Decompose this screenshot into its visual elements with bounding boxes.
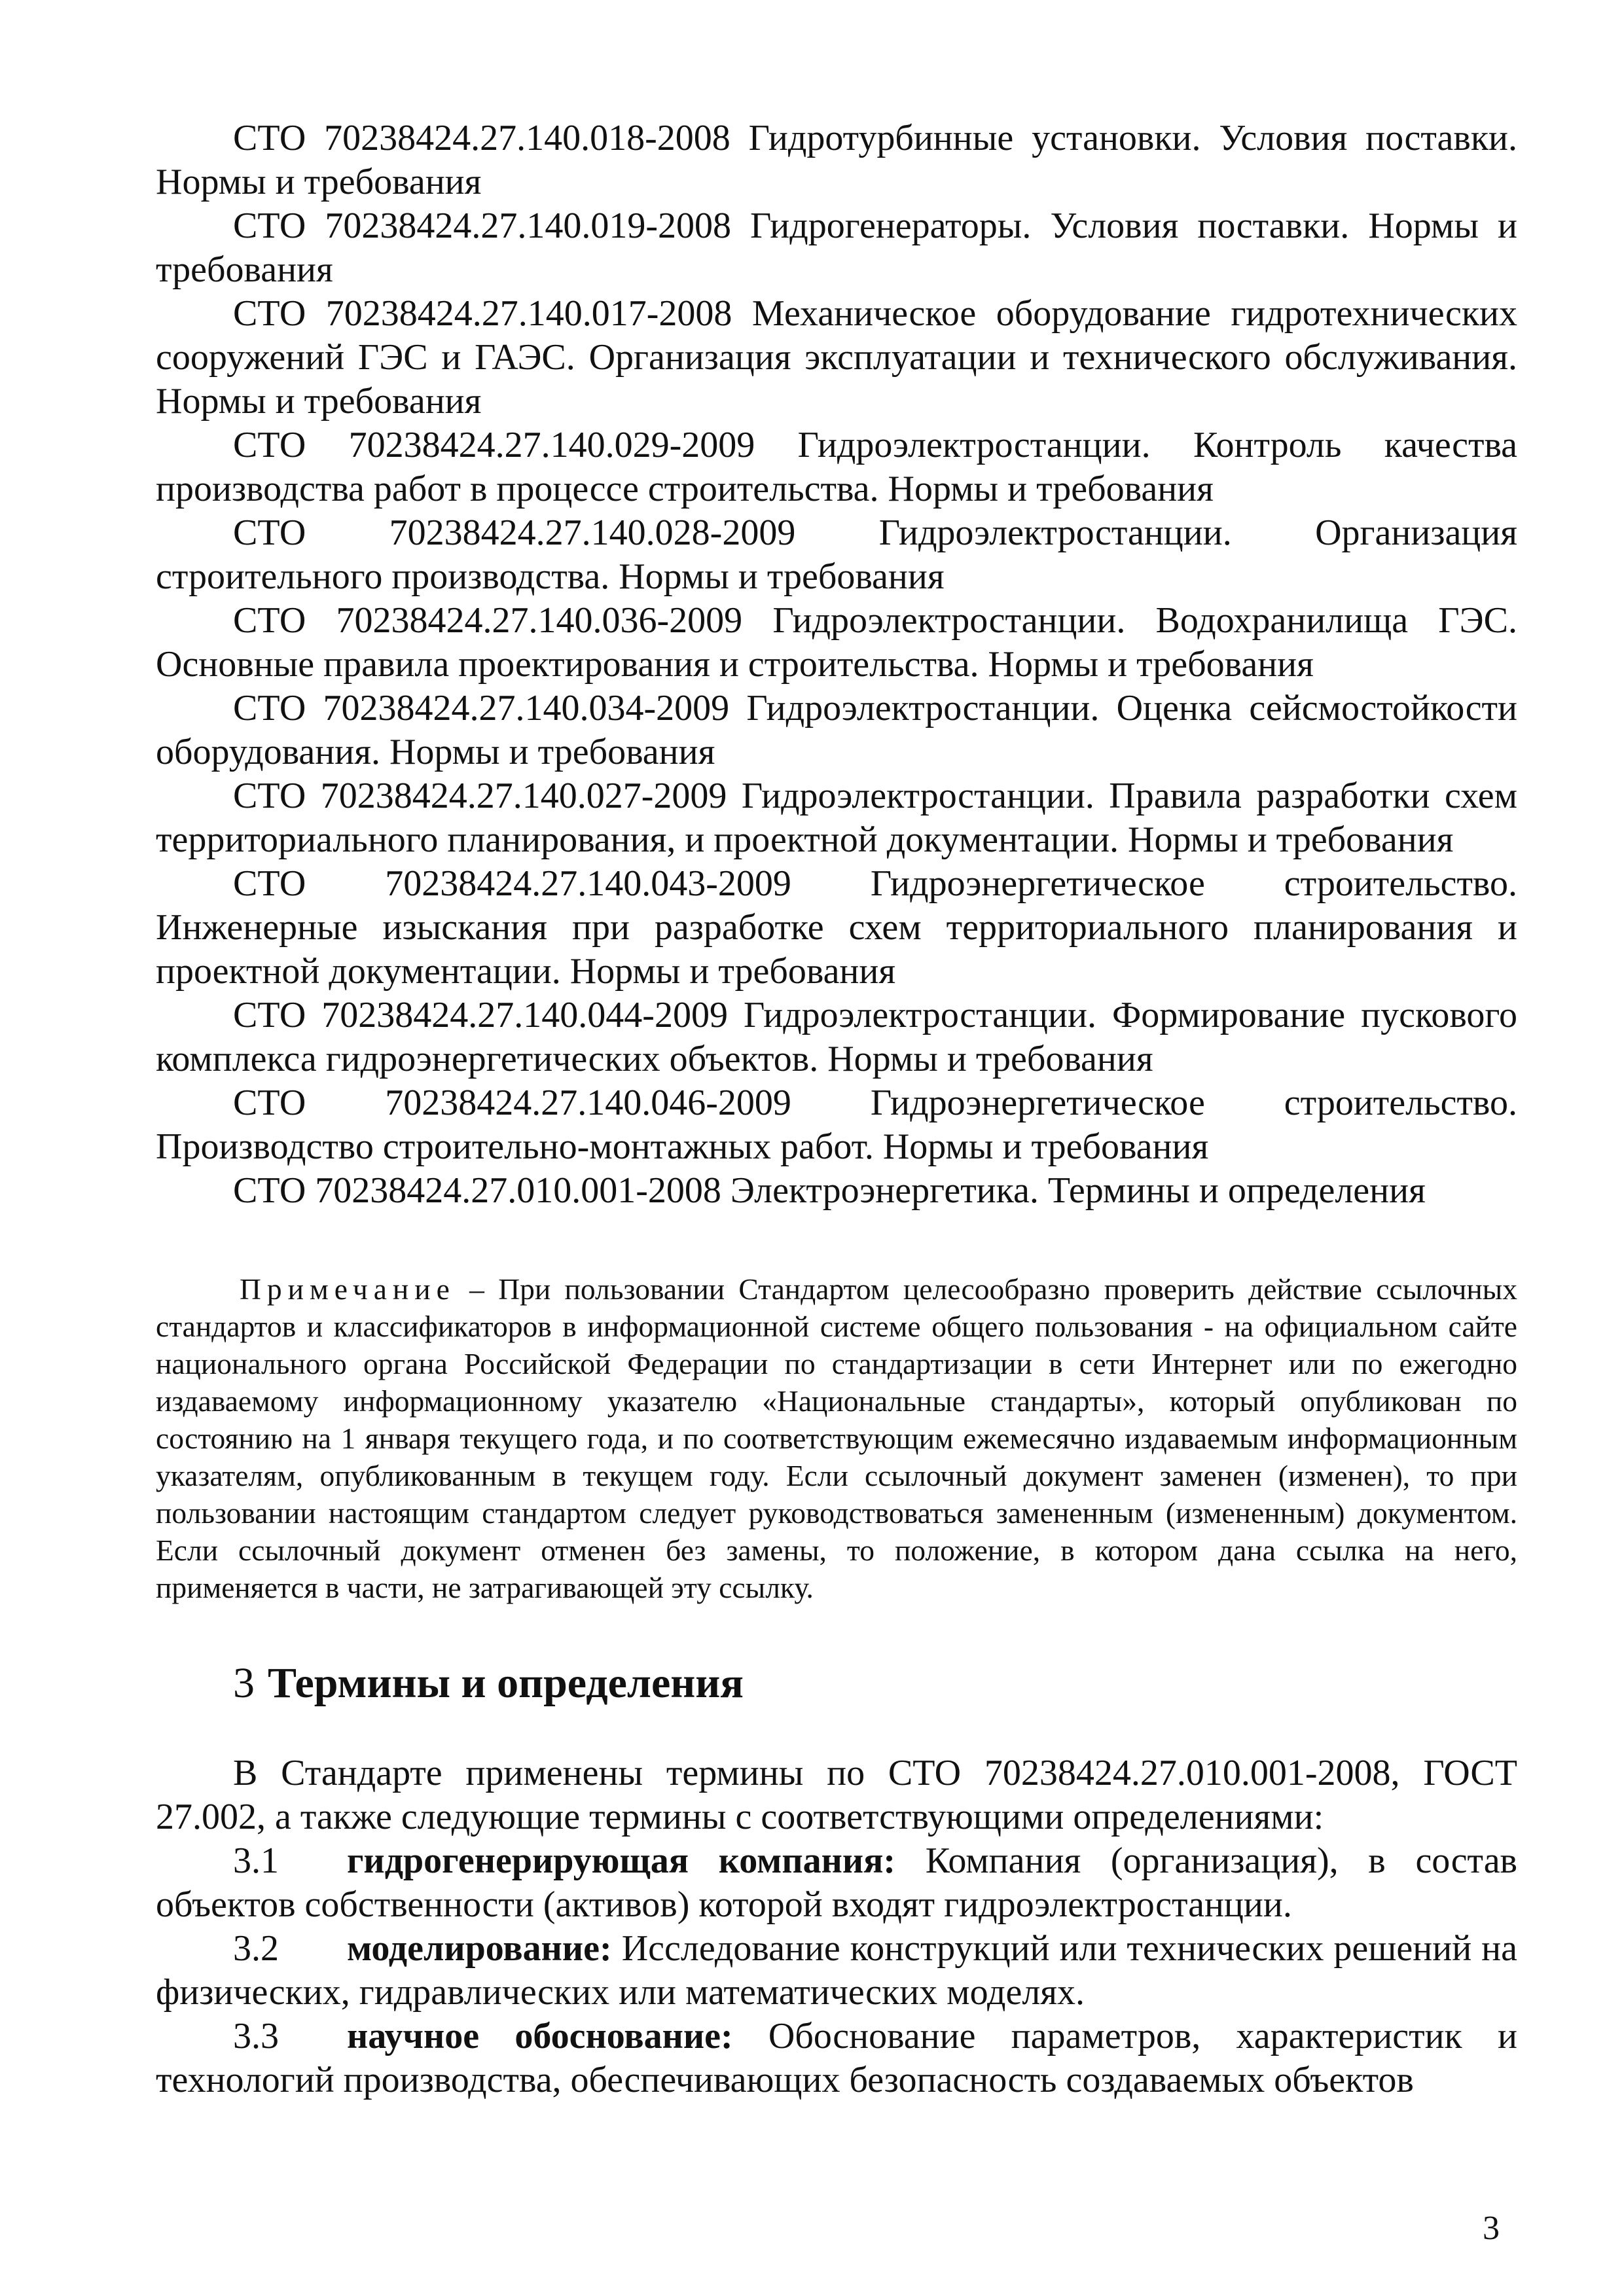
term-definition: Исследование конструкций или технических решений на физических, гидравлических или математических моделях. xyxy=(156,1928,1518,2013)
document-page xyxy=(156,117,1517,2102)
term-name: гидрогенерирующая компания: xyxy=(347,1840,896,1881)
reference-item: СТО 70238424.27.140.034-2009 Гидроэлектростанции. Оценка сейсмостойкости оборудования. Нормы и требования xyxy=(156,688,1517,772)
section-intro: В Стандарте применены термины по СТО 70238424.27.010.001-2008, ГОСТ 27.002, а также следующие термины с соответствующими определениями: xyxy=(156,1753,1517,1837)
reference-item: СТО 70238424.27.140.028-2009 Гидроэлектростанции. Организация строительного производства. Нормы и требования xyxy=(156,512,1517,597)
note-label: Примечание xyxy=(240,1272,456,1306)
reference-item: СТО 70238424.27.140.046-2009 Гидроэнергетическое строительство. Производство строительно-монтажных работ. Нормы и требования xyxy=(156,1083,1517,1167)
note-paragraph xyxy=(156,1270,1517,1606)
terms-block xyxy=(156,1751,1517,2102)
reference-item: СТО 70238424.27.140.018-2008 Гидротурбинные установки. Условия поставки. Нормы и требования xyxy=(156,118,1517,202)
note-text: – При пользовании Стандартом целесообразно проверить действие ссылочных стандартов и классификаторов в информационной системе общего пользования - на официальном сайте национального органа Российской Федерации по стандартизации в сети Интернет или по ежегодно издаваемому информационному указателю «Национальные стандарты», который опубликован по состоянию на 1 января текущего года, и по соответствующим ежемесячно издаваемым информационным указателям, опубликованным в текущем году. Если ссылочный документ заменен (изменен), то при пользовании настоящим стандартом следует руководствоваться замененным (измененным) документом. Если ссылочный документ отменен без замены, то положение, в котором дана ссылка на него, применяется в части, не затрагивающей эту ссылку. xyxy=(156,1272,1518,1604)
term-item xyxy=(156,1839,1517,1927)
term-item xyxy=(156,1927,1517,2015)
reference-item: СТО 70238424.27.140.017-2008 Механическое оборудование гидротехнических сооружений ГЭС и ГАЭС. Организация эксплуатации и технического обслуживания. Нормы и требования xyxy=(156,293,1517,422)
reference-item: СТО 70238424.27.140.019-2008 Гидрогенераторы. Условия поставки. Нормы и требования xyxy=(156,206,1517,290)
term-definition: Обоснование параметров, характеристик и технологий производства, обеспечивающих безопасность создаваемых объектов xyxy=(156,2016,1517,2100)
reference-item: СТО 70238424.27.140.044-2009 Гидроэлектростанции. Формирование пускового комплекса гидроэнергетических объектов. Нормы и требования xyxy=(156,995,1517,1079)
term-name: моделирование: xyxy=(347,1928,612,1969)
reference-item: СТО 70238424.27.140.043-2009 Гидроэнергетическое строительство. Инженерные изыскания при разработке схем территориального планирования и проектной документации. Нормы и требования xyxy=(156,863,1517,992)
term-number: 3.2 xyxy=(233,1928,279,1969)
term-definition: Компания (организация), в состав объектов собственности (активов) которой входят гидроэлектростанции. xyxy=(156,1840,1517,1925)
term-number: 3.3 xyxy=(233,2016,279,2056)
section-heading xyxy=(156,1657,1517,1710)
term-item xyxy=(156,2015,1517,2102)
term-number: 3.1 xyxy=(233,1840,279,1881)
section-number: 3 xyxy=(233,1659,255,1707)
reference-item: СТО 70238424.27.140.036-2009 Гидроэлектростанции. Водохранилища ГЭС. Основные правила проектирования и строительства. Нормы и требования xyxy=(156,600,1517,685)
term-name: научное обоснование: xyxy=(347,2016,733,2056)
reference-item: СТО 70238424.27.140.027-2009 Гидроэлектростанции. Правила разработки схем территориального планирования, и проектной документации. Нормы и требования xyxy=(156,776,1517,860)
section-title: Термины и определения xyxy=(268,1659,744,1707)
reference-item: СТО 70238424.27.140.029-2009 Гидроэлектростанции. Контроль качества производства работ в процессе строительства. Нормы и требования xyxy=(156,425,1517,509)
reference-item: СТО 70238424.27.010.001-2008 Электроэнергетика. Термины и определения xyxy=(233,1170,1426,1211)
page-number: 3 xyxy=(1483,2210,1500,2247)
reference-list xyxy=(156,117,1517,1213)
